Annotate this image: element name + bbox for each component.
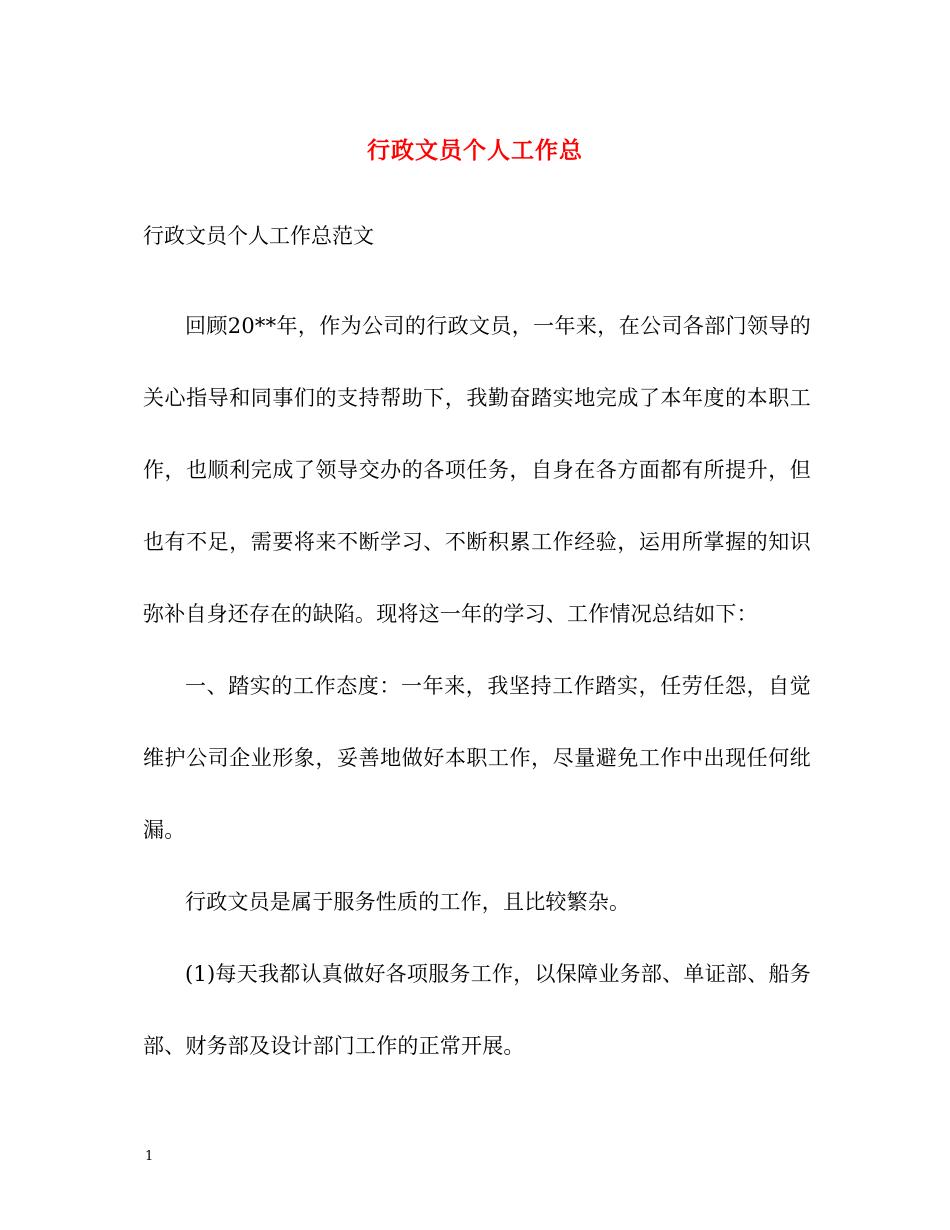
paragraph-work-attitude: 一、踏实的工作态度：一年来，我坚持工作踏实，任劳任怨，自觉维护公司企业形象，妥善地做好本职工作，尽量避免工作中出现任何纰漏。 xyxy=(143,674,811,842)
document-body xyxy=(143,290,811,1082)
paragraph-review: 回顾20**年，作为公司的行政文员，一年来，在公司各部门领导的关心指导和同事们的支持帮助下，我勤奋踏实地完成了本年度的本职工作，也顺利完成了领导交办的各项任务，自身在各方面都有所提升，但也有不足，需要将来不断学习、不断积累工作经验，运用所掌握的知识弥补自身还存在的缺陷。现将这一年的学习、工作情况总结如下： xyxy=(143,314,811,626)
page-number: 1 xyxy=(145,1149,154,1164)
paragraph-daily-service: (1)每天我都认真做好各项服务工作，以保障业务部、单证部、船务部、财务部及设计部门工作的正常开展。 xyxy=(143,962,811,1058)
document-subtitle: 行政文员个人工作总范文 xyxy=(143,224,374,248)
paragraph-service-nature: 行政文员是属于服务性质的工作，且比较繁杂。 xyxy=(185,890,631,914)
document-title: 行政文员个人工作总 xyxy=(367,137,583,164)
